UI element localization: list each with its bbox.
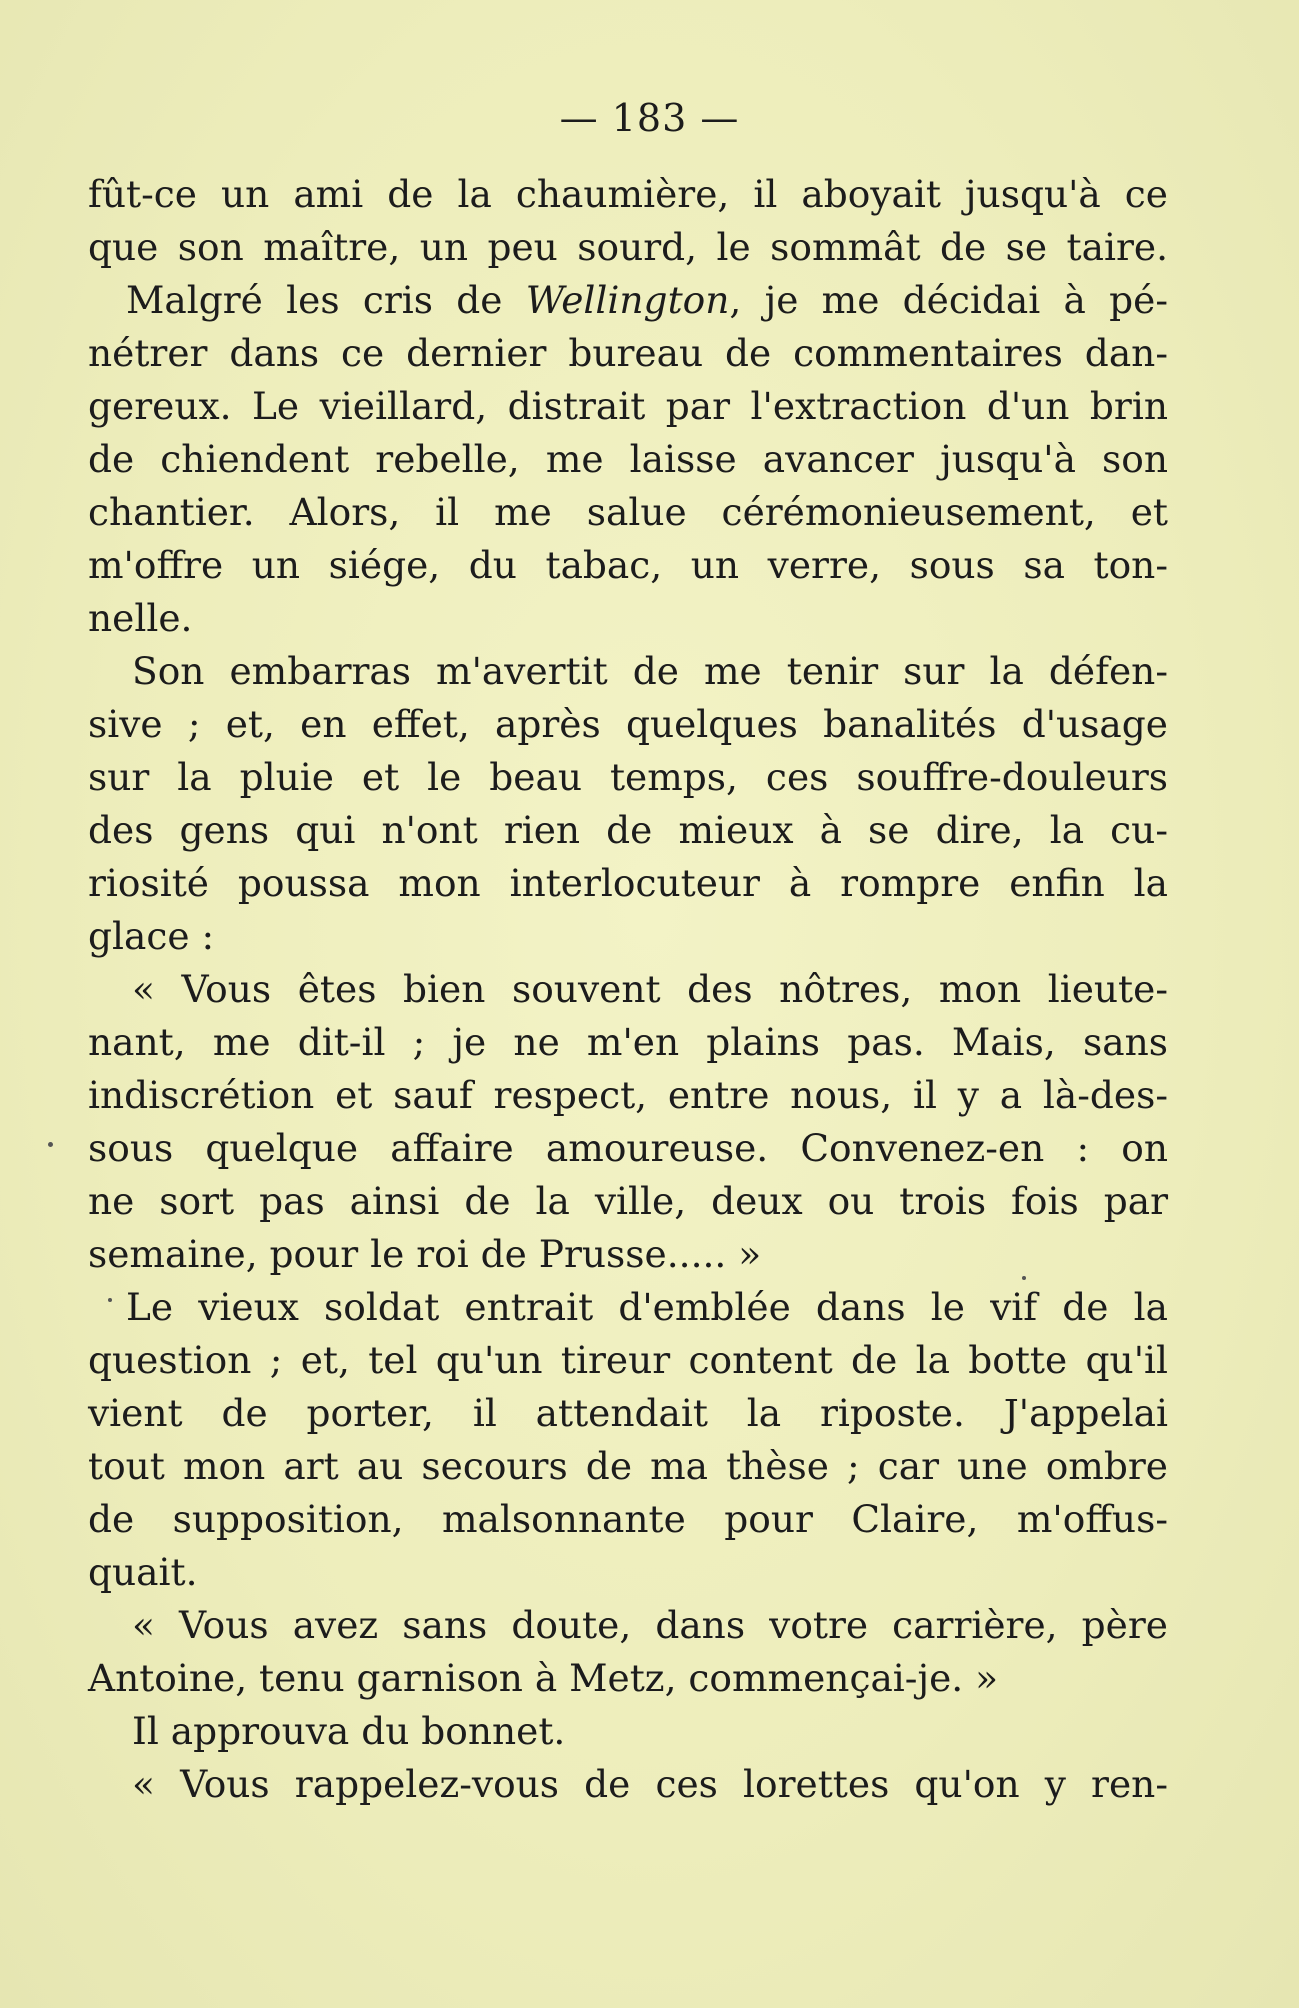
text-line: Le vieux soldat entrait d'emblée dans le vif de la xyxy=(126,1285,1168,1329)
text-line: semaine, pour le roi de Prusse..... » xyxy=(88,1232,762,1276)
text-line: Son embarras m'avertit de me tenir sur la défen- xyxy=(132,649,1168,693)
paper-speck xyxy=(1022,1276,1026,1280)
text-line: sive ; et, en effet, après quelques banalités d'usage xyxy=(88,702,1168,746)
text-line: nelle. xyxy=(88,596,193,640)
paper-speck xyxy=(108,1298,112,1302)
text-line: Il approuva du bonnet. xyxy=(132,1709,566,1753)
text-line: que son maître, un peu sourd, le sommât de se taire. xyxy=(88,225,1168,269)
text-line: indiscrétion et sauf respect, entre nous, il y a là-des- xyxy=(88,1073,1168,1117)
text-line: quait. xyxy=(88,1550,198,1594)
text-line: vient de porter, il attendait la riposte. J'appelai xyxy=(88,1391,1168,1435)
text-line: nétrer dans ce dernier bureau de commentaires dan- xyxy=(88,331,1168,375)
text-line: « Vous êtes bien souvent des nôtres, mon lieute- xyxy=(132,967,1168,1011)
dog-name: Wellington xyxy=(525,278,730,322)
text-line: tout mon art au secours de ma thèse ; car une ombre xyxy=(88,1444,1168,1488)
paper-speck xyxy=(48,1142,53,1147)
text-line: gereux. Le vieillard, distrait par l'extraction d'un brin xyxy=(88,384,1168,428)
text-line: Antoine, tenu garnison à Metz, commençai-je. » xyxy=(88,1656,999,1700)
text-line: m'offre un siége, du tabac, un verre, sous sa ton- xyxy=(88,543,1168,587)
text-line: fût-ce un ami de la chaumière, il aboyait jusqu'à ce xyxy=(88,172,1168,216)
text-line: « Vous rappelez-vous de ces lorettes qu'on y ren- xyxy=(132,1762,1168,1806)
text-line xyxy=(88,274,1168,327)
text-line: sur la pluie et le beau temps, ces souffre-douleurs xyxy=(88,755,1168,799)
text-line: « Vous avez sans doute, dans votre carrière, père xyxy=(132,1603,1168,1647)
text-line: question ; et, tel qu'un tireur content de la botte qu'il xyxy=(88,1338,1168,1382)
text-line: de supposition, malsonnante pour Claire, m'offus- xyxy=(88,1497,1168,1541)
text-line: glace : xyxy=(88,914,215,958)
body-text xyxy=(88,168,1168,1811)
text-fragment: Malgré les cris de xyxy=(126,278,526,322)
text-line: de chiendent rebelle, me laisse avancer jusqu'à son xyxy=(88,437,1168,481)
text-line: riosité poussa mon interlocuteur à rompre enfin la xyxy=(88,861,1168,905)
text-line: nant, me dit-il ; je ne m'en plains pas. Mais, sans xyxy=(88,1020,1168,1064)
page-number: — 183 — xyxy=(559,96,740,140)
text-line: ne sort pas ainsi de la ville, deux ou trois fois par xyxy=(88,1179,1168,1223)
text-line: chantier. Alors, il me salue cérémonieusement, et xyxy=(88,490,1168,534)
text-line: sous quelque affaire amoureuse. Convenez-en : on xyxy=(88,1126,1168,1170)
text-line: des gens qui n'ont rien de mieux à se dire, la cu- xyxy=(88,808,1168,852)
text-fragment: , je me décidai à pé- xyxy=(729,278,1168,322)
